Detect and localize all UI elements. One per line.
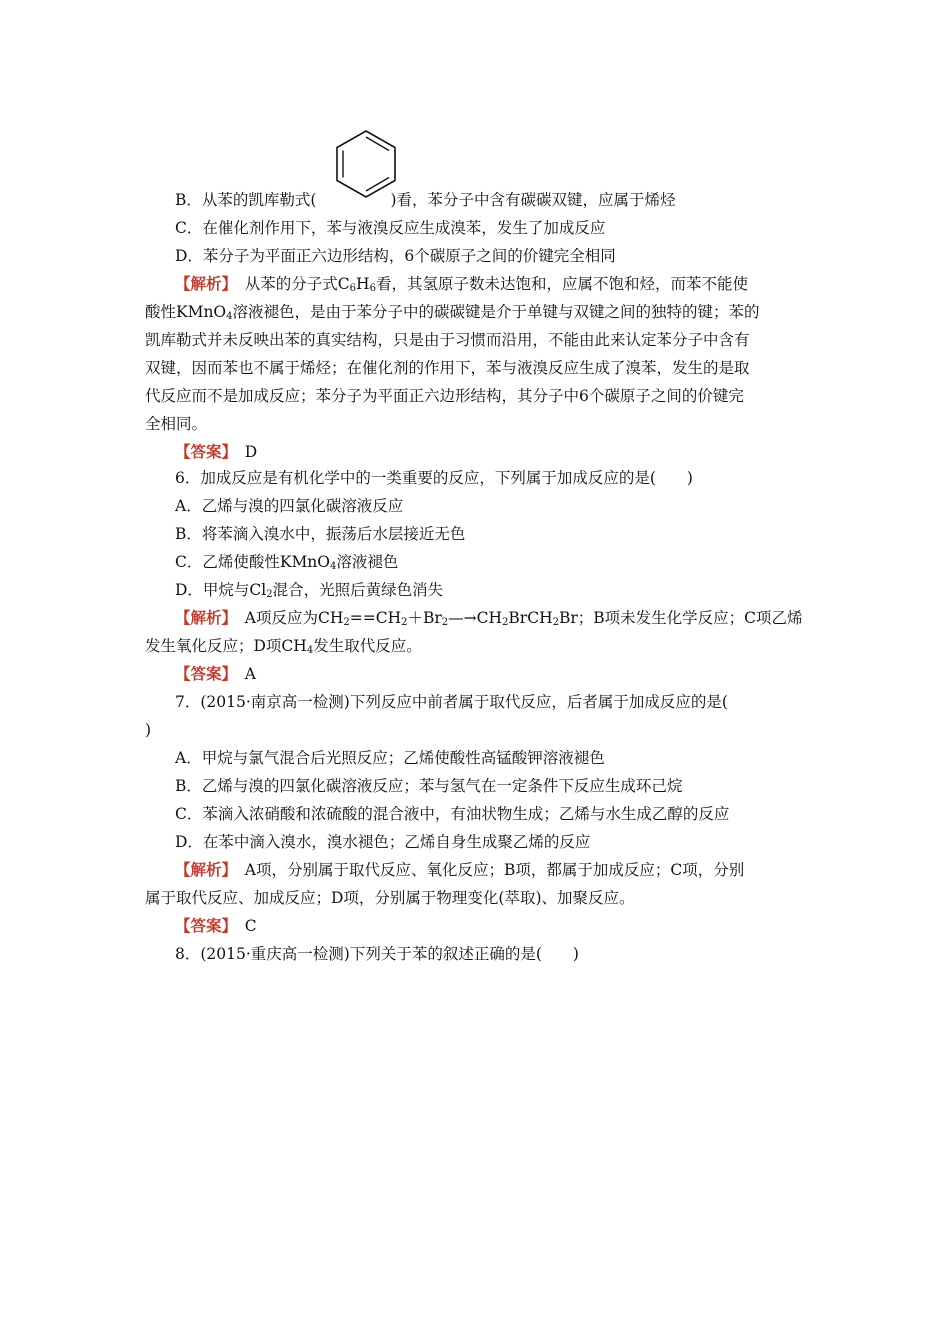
analysis-tag: 【解析】 [175, 608, 230, 627]
q7-analysis-line: 【解析】 A项，分别属于取代反应、氧化反应；B项，都属于加成反应；C项，分别 [175, 860, 745, 879]
q5-analysis-line: 全相同。 [145, 415, 208, 433]
q6-stem: 6．加成反应是有机化学中的一类重要的反应，下列属于加成反应的是( ) [175, 469, 693, 487]
q5-analysis-line: 酸性KMnO$_4$溶液褪色，是由于苯分子中的碳碳键是介于单键与双键之间的独特的键；苯的 [145, 303, 760, 322]
q7-option-a: A．甲烷与氯气混合后光照反应；乙烯使酸性高锰酸钾溶液褪色 [175, 749, 605, 767]
q5-analysis-line: 代反应而不是加成反应；苯分子为平面正六边形结构，其分子中6个碳原子之间的价键完 [145, 387, 744, 405]
q7-option-d: D．在苯中滴入溴水，溴水褪色；乙烯自身生成聚乙烯的反应 [175, 833, 591, 851]
analysis-tag: 【解析】 [175, 860, 230, 879]
answer-tag: 【答案】 [175, 442, 230, 461]
q5-analysis-line: 双键，因而苯也不属于烯烃；在催化剂的作用下，苯与液溴反应生成了溴苯，发生的是取 [145, 359, 750, 377]
q5-option-c: C．在催化剂作用下，苯与液溴反应生成溴苯，发生了加成反应 [175, 219, 606, 237]
q8-stem: 8．(2015·重庆高一检测)下列关于苯的叙述正确的是( ) [175, 945, 579, 963]
q6-option-b: B．将苯滴入溴水中，振荡后水层接近无色 [175, 525, 466, 543]
q5-analysis-line: 【解析】 从苯的分子式$C_6H_6$看，其氢原子数未达饱和，应属不饱和烃，而苯不能使 [175, 274, 748, 294]
q7-stem-cont: ) [145, 721, 152, 739]
q5-answer: 【答案】 D [175, 442, 258, 461]
q6-option-c: C．乙烯使酸性KMnO$_4$溶液褪色 [175, 553, 399, 572]
answer-tag: 【答案】 [175, 916, 230, 935]
answer-tag: 【答案】 [175, 664, 230, 683]
q6-answer: 【答案】 A [175, 664, 256, 683]
q5-option-d: D．苯分子为平面正六边形结构，6个碳原子之间的价键完全相同 [175, 247, 616, 265]
q7-stem: 7．(2015·南京高一检测)下列反应中前者属于取代反应，后者属于加成反应的是( [175, 693, 728, 711]
analysis-tag: 【解析】 [175, 274, 230, 293]
q6-analysis-line: 发生氧化反应；D项$CH_4$发生取代反应。 [145, 637, 422, 656]
q7-option-c: C．苯滴入浓硝酸和浓硫酸的混合液中，有油状物生成；乙烯与水生成乙醇的反应 [175, 805, 730, 823]
q6-analysis-line: 【解析】 A项反应为$CH_2==CH_2+Br_2—\to CH_2BrCH_2Br$；B项未发生化学反应；C项乙烯 [175, 608, 803, 628]
q7-analysis-line: 属于取代反应、加成反应；D项，分别属于物理变化(萃取)、加聚反应。 [145, 889, 635, 907]
q5-analysis-line: 凯库勒式并未反映出苯的真实结构，只是由于习惯而沿用，不能由此来认定苯分子中含有 [145, 331, 750, 349]
q7-answer: 【答案】 C [175, 916, 257, 935]
q5-option-b: B．从苯的凯库勒式( )看，苯分子中含有碳碳双键，应属于烯烃 [175, 191, 676, 209]
q7-option-b: B．乙烯与溴的四氯化碳溶液反应；苯与氢气在一定条件下反应生成环己烷 [175, 777, 683, 795]
q6-option-a: A．乙烯与溴的四氯化碳溶液反应 [175, 497, 404, 515]
q6-option-d: D．甲烷与$Cl_2$混合，光照后黄绿色消失 [175, 581, 444, 600]
